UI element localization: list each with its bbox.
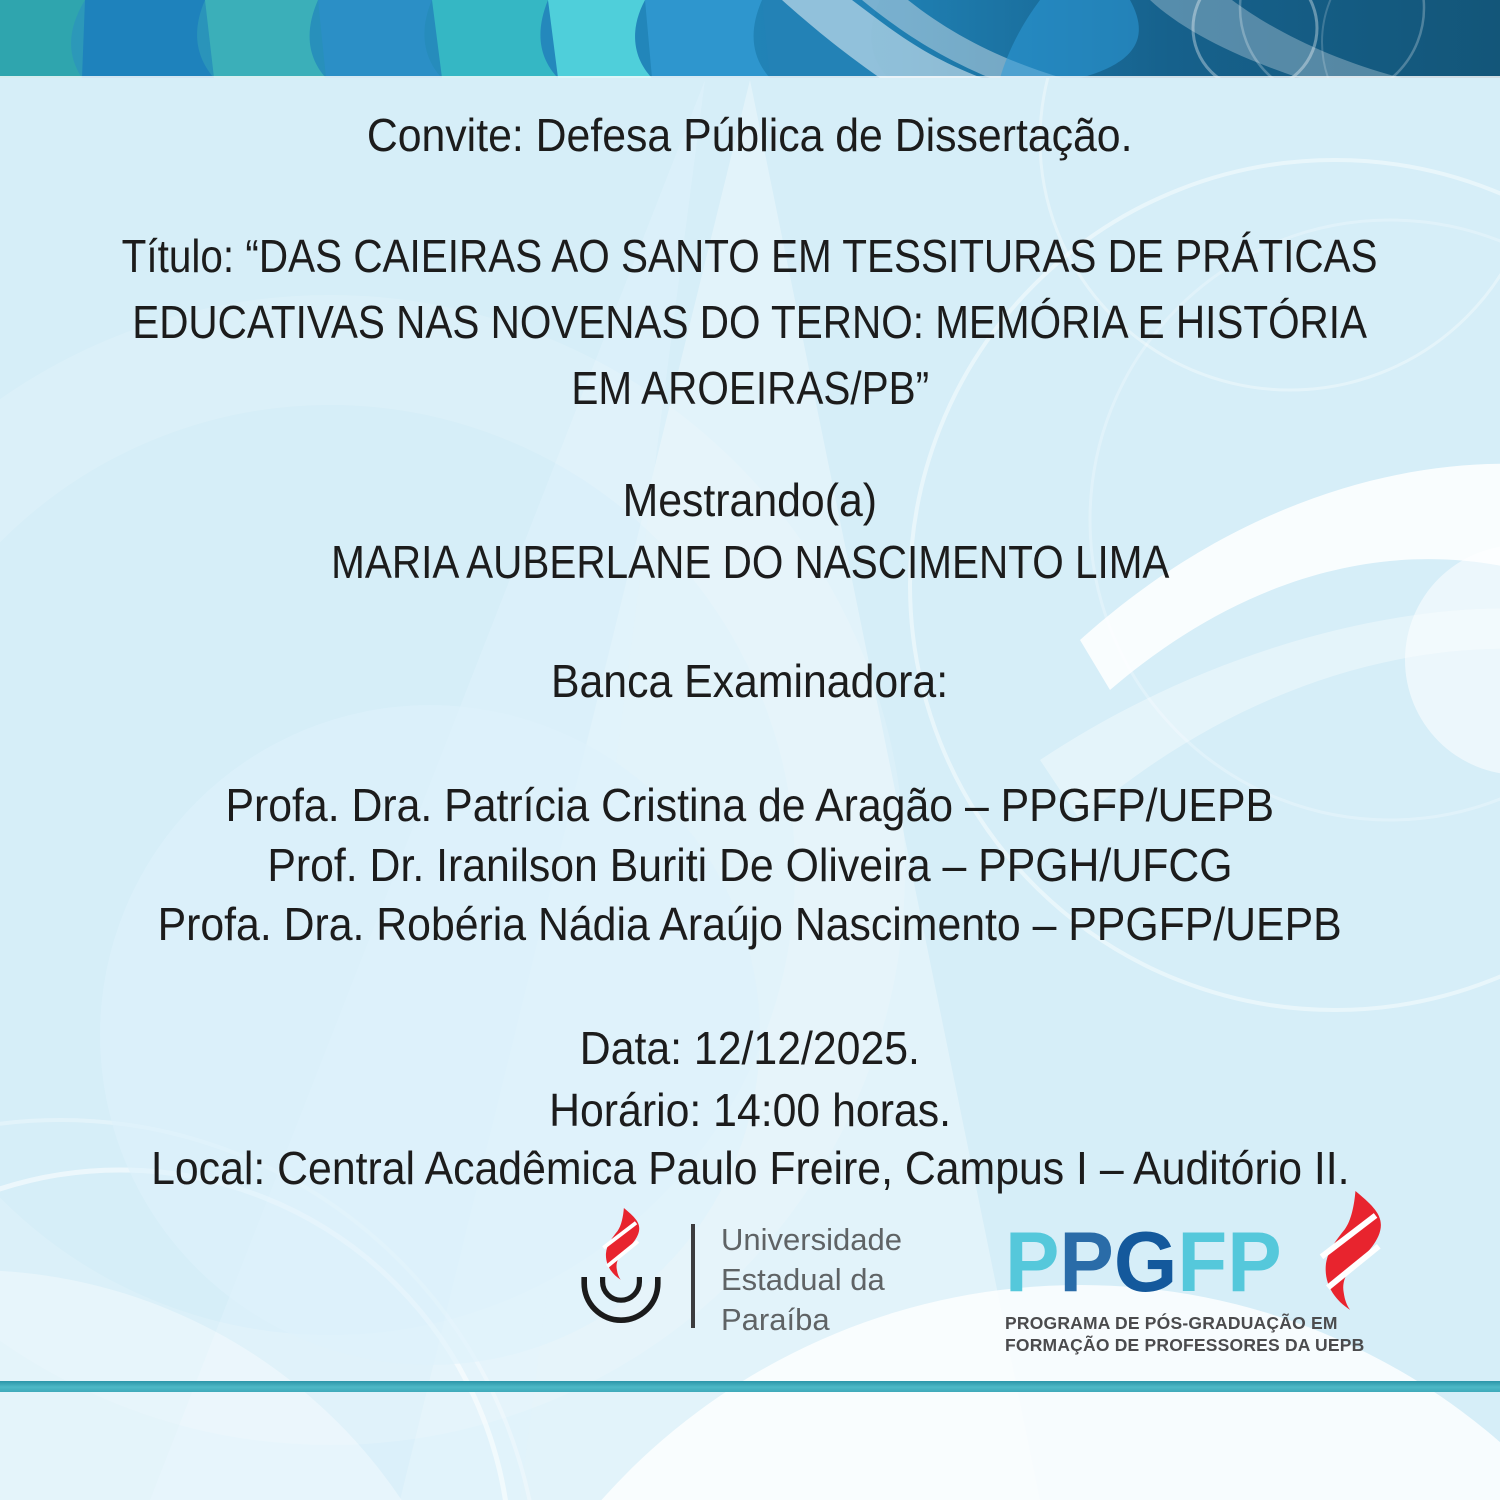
- top-banner-art: [0, 0, 1500, 78]
- uepb-logo: [573, 1200, 902, 1340]
- ppgfp-letter: P: [1059, 1215, 1114, 1310]
- horario-line: Horário: 14:00 horas.: [549, 1084, 951, 1136]
- uepb-name-line: Paraíba: [721, 1302, 830, 1337]
- ppgfp-acronym: [1005, 1215, 1408, 1310]
- uepb-flame-icon: [573, 1200, 669, 1330]
- ppgfp-logo: [1005, 1188, 1425, 1356]
- uepb-name-line: Universidade: [721, 1222, 902, 1257]
- uepb-name-line: Estadual da: [721, 1262, 885, 1297]
- ppgfp-letter: F: [1177, 1215, 1228, 1310]
- data-line: Data: 12/12/2025.: [579, 1022, 921, 1074]
- title-line-2: EDUCATIVAS NAS NOVENAS DO TERNO: MEMÓRIA E HISTÓRIA: [132, 296, 1368, 348]
- logo-divider: [691, 1224, 695, 1328]
- bottom-divider-stripe: [0, 1381, 1500, 1392]
- title-line-3: EM AROEIRAS/PB”: [571, 362, 929, 414]
- ppgfp-subtitle-line: FORMAÇÃO DE PROFESSORES DA UEPB: [1005, 1335, 1365, 1355]
- ppgfp-subtitle-line: PROGRAMA DE PÓS-GRADUAÇÃO EM: [1005, 1313, 1338, 1333]
- banca-member-2: Prof. Dr. Iranilson Buriti De Oliveira – PPGH/UFCG: [267, 839, 1233, 891]
- ppgfp-subtitle: [1005, 1312, 1425, 1356]
- banca-member-3: Profa. Dra. Robéria Nádia Araújo Nascimento – PPGFP/UEPB: [157, 898, 1343, 950]
- banca-member-1: Profa. Dra. Patrícia Cristina de Aragão – PPGFP/UEPB: [225, 779, 1275, 831]
- ppgfp-letter: P: [1227, 1215, 1282, 1310]
- banca-label: Banca Examinadora:: [551, 655, 949, 707]
- local-line: Local: Central Acadêmica Paulo Freire, Campus I – Auditório II.: [150, 1142, 1350, 1194]
- mestrando-name: MARIA AUBERLANE DO NASCIMENTO LIMA: [330, 536, 1170, 588]
- title-line-1: Título: “DAS CAIEIRAS AO SANTO EM TESSITURAS DE PRÁTICAS: [122, 230, 1378, 282]
- invite-header: Convite: Defesa Pública de Dissertação.: [367, 109, 1133, 161]
- uepb-name: [721, 1220, 902, 1340]
- ppgfp-letter: P: [1005, 1215, 1060, 1310]
- ppgfp-letter: G: [1113, 1215, 1178, 1310]
- mestrando-label: Mestrando(a): [622, 474, 878, 526]
